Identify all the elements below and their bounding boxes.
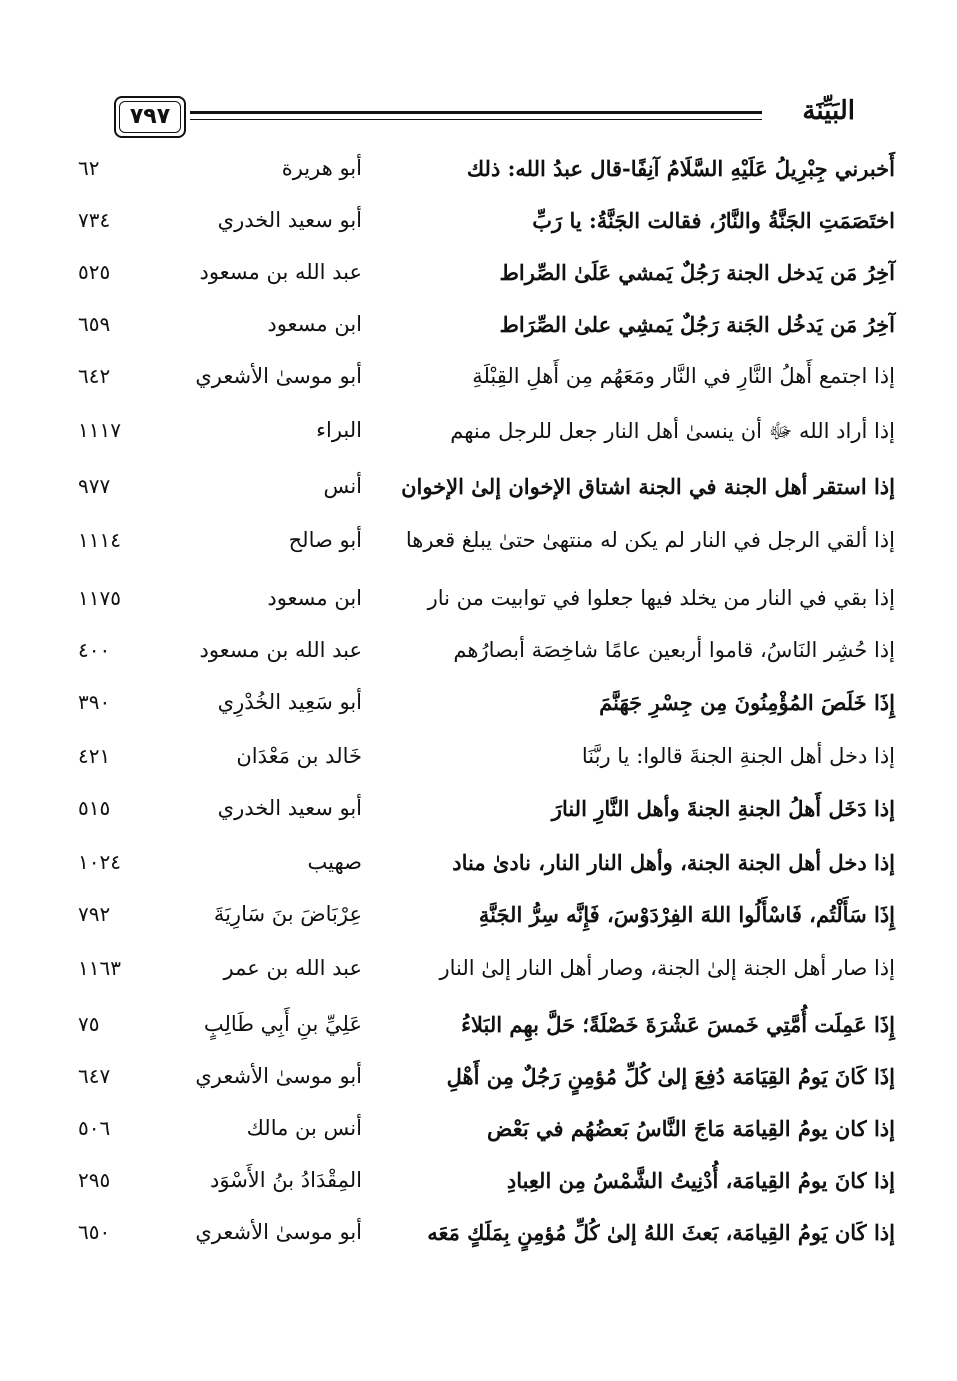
page-ref: ١١٧٥ bbox=[78, 586, 121, 610]
hadith-text: آخِرُ مَن يَدخل الجنة رَجُلٌ يَمشي عَلَىٰ الصِّراط bbox=[499, 260, 895, 285]
narrator-name: عِرْبَاضَ بنَ سَارِيَةَ bbox=[213, 902, 362, 926]
table-row bbox=[0, 1064, 957, 1118]
hadith-text: اختَصَمَتِ الجَنَّةُ والنَّارُ، فقالت الجَنَّةُ: يا رَبِّ bbox=[532, 208, 895, 233]
narrator-name: خَالد بن مَعْدَان bbox=[236, 744, 362, 768]
page-header bbox=[110, 92, 855, 148]
narrator-name: أبو سَعِيد الخُدْرِي bbox=[217, 690, 362, 714]
page-ref: ٥٢٥ bbox=[78, 260, 111, 284]
hadith-text: إِذَا خَلَصَ المُؤْمِنُونَ مِن جِسْرِ جَهَنَّمَ bbox=[599, 690, 895, 715]
hadith-text: إذا كَان يَومُ القِيامَة، بَعثَ اللهُ إلىٰ كُلِّ مُؤمِنٍ بِمَلَكٍ مَعَه bbox=[427, 1220, 895, 1245]
hadith-text: إذا أراد الله ﷻ أن ينسىٰ أهل النار جعل للرجل منهم bbox=[450, 419, 895, 443]
page-ref: ٥٠٦ bbox=[78, 1116, 111, 1140]
table-row bbox=[0, 796, 957, 850]
table-row bbox=[0, 586, 957, 640]
narrator-name: صهيب bbox=[307, 850, 362, 874]
narrator-name: أبو سعيد الخدري bbox=[217, 208, 362, 232]
page-ref: ٦٤٢ bbox=[78, 364, 111, 388]
table-row bbox=[0, 260, 957, 314]
page-ref: ٥١٥ bbox=[78, 796, 111, 820]
narrator-name: أبو موسىٰ الأشعري bbox=[195, 1064, 362, 1088]
table-row bbox=[0, 690, 957, 744]
table-row bbox=[0, 902, 957, 956]
table-row bbox=[0, 1012, 957, 1066]
page-ref: ٧٣٤ bbox=[78, 208, 111, 232]
hadith-text: إذا استقر أهل الجنة في الجنة اشتاق الإخوان إلىٰ الإخوان bbox=[401, 474, 895, 499]
hadith-text: إذا دَخَل أَهلُ الجنةِ الجنةَ وأهل النَّارِ النارَ bbox=[551, 796, 895, 821]
page-ref: ٤٢١ bbox=[78, 744, 111, 768]
hadith-text: أَخبرني جِبْرِيلُ عَلَيْهِ السَّلَامُ آنِفًا-قال عبدُ الله: ذلك bbox=[466, 156, 895, 181]
narrator-name: أبو سعيد الخدري bbox=[217, 796, 362, 820]
narrator-name: أنس bbox=[323, 474, 362, 498]
narrator-name: عبد الله بن مسعود bbox=[199, 638, 362, 662]
table-row bbox=[0, 156, 957, 210]
narrator-name: أنس بن مالك bbox=[246, 1116, 362, 1140]
narrator-name: عبد الله بن عمر bbox=[223, 956, 362, 980]
narrator-name: أبو صالح bbox=[288, 528, 362, 552]
page-ref: ١١١٧ bbox=[78, 418, 121, 442]
page-ref: ٩٧٧ bbox=[78, 474, 111, 498]
table-row bbox=[0, 208, 957, 262]
table-row bbox=[0, 528, 957, 582]
page-ref: ٣٩٠ bbox=[78, 690, 111, 714]
hadith-text: آخِرُ مَن يَدخُل الجَنة رَجُلٌ يَمشِي علىٰ الصِّرَاط bbox=[499, 312, 895, 337]
hadith-text: إذا صار أهل الجنة إلىٰ الجنة، وصار أهل النار إلىٰ النار bbox=[439, 956, 895, 980]
table-row bbox=[0, 312, 957, 366]
narrator-name: ابن مسعود bbox=[267, 586, 362, 610]
table-row bbox=[0, 474, 957, 528]
hadith-text: إذا دخل أهل الجنة الجنة، وأهل النار النار، نادىٰ مناد bbox=[452, 850, 895, 875]
table-row bbox=[0, 744, 957, 798]
narrator-name: أبو موسىٰ الأشعري bbox=[195, 1220, 362, 1244]
page-ref: ٧٥ bbox=[78, 1012, 100, 1036]
hadith-text: إذا ألقي الرجل في النار لم يكن له منتهىٰ حتىٰ يبلغ قعرها bbox=[405, 528, 895, 552]
page-number: ٧٩٧ bbox=[114, 96, 186, 138]
page-ref: ٢٩٥ bbox=[78, 1168, 111, 1192]
page-ref: ٤٠٠ bbox=[78, 638, 111, 662]
page-ref: ٦٤٧ bbox=[78, 1064, 111, 1088]
page-ref: ١١٦٣ bbox=[78, 956, 121, 980]
hadith-text: إذا حُشِر النَاسُ، قاموا أربعين عامًا شاخِصَة أبصارُهم bbox=[453, 638, 895, 662]
table-row bbox=[0, 956, 957, 1010]
page-ref: ١١١٤ bbox=[78, 528, 121, 552]
page-title: البَيِّنَة bbox=[802, 96, 855, 126]
header-rule-thin bbox=[190, 119, 762, 120]
table-row bbox=[0, 850, 957, 904]
table-row bbox=[0, 1116, 957, 1170]
narrator-name: أبو موسىٰ الأشعري bbox=[195, 364, 362, 388]
narrator-name: المِقْدَادُ بنُ الأَسْوَد bbox=[210, 1168, 362, 1192]
hadith-text: إِذَا سَأَلْتُم، فَاسْأَلُوا اللهَ الفِرْدَوْسَ، فَإِنَّه سِرُّ الجَنَّةِ bbox=[478, 902, 895, 927]
hadith-text: إِذَا عَمِلَت أُمَّتِي خَمسَ عَشْرَةَ خَصْلَةً؛ حَلَّ بهِم البَلاءُ bbox=[461, 1012, 895, 1037]
page-ref: ١٠٢٤ bbox=[78, 850, 121, 874]
table-row bbox=[0, 1220, 957, 1274]
page-ref: ٦٥٩ bbox=[78, 312, 111, 336]
hadith-text: إذا كان يومُ القِيامَة مَاجَ النَّاسُ بَعضُهُم في بَعْض bbox=[486, 1116, 895, 1141]
hadith-text: إذا دخل أهل الجنةِ الجنةَ قالوا: يا ربَّنَا bbox=[581, 744, 895, 768]
hadith-text: إذا بقي في النار من يخلد فيها جعلوا في توابيت من نار bbox=[427, 586, 895, 610]
page-ref: ٧٩٢ bbox=[78, 902, 111, 926]
narrator-name: عَلِيِّ بنِ أَبِي طَالِبٍ bbox=[203, 1012, 362, 1036]
table-row bbox=[0, 638, 957, 692]
narrator-name: أبو هريرة bbox=[281, 156, 362, 180]
narrator-name: عبد الله بن مسعود bbox=[199, 260, 362, 284]
narrator-name: البراء bbox=[316, 418, 362, 442]
page-ref: ٦٥٠ bbox=[78, 1220, 111, 1244]
table-row bbox=[0, 364, 957, 418]
hadith-text: إذا اجتمع أَهلُ النَّارِ في النَّار ومَعَهُم مِن أَهلِ القِبْلَةِ bbox=[472, 364, 895, 388]
hadith-text: إذا كانَ يومُ القِيامَة، أُدْنِيتُ الشَّمْسُ مِن العِبادِ bbox=[506, 1168, 895, 1193]
table-row bbox=[0, 418, 957, 472]
header-rule bbox=[190, 111, 762, 114]
table-row bbox=[0, 1168, 957, 1222]
narrator-name: ابن مسعود bbox=[267, 312, 362, 336]
page-ref: ٦٢ bbox=[78, 156, 100, 180]
hadith-text: إذَا كَانَ يَومُ القِيَامَة دُفِعَ إلىٰ كُلِّ مُؤمِنٍ رَجُلٌ مِن أَهْلِ bbox=[446, 1064, 895, 1089]
